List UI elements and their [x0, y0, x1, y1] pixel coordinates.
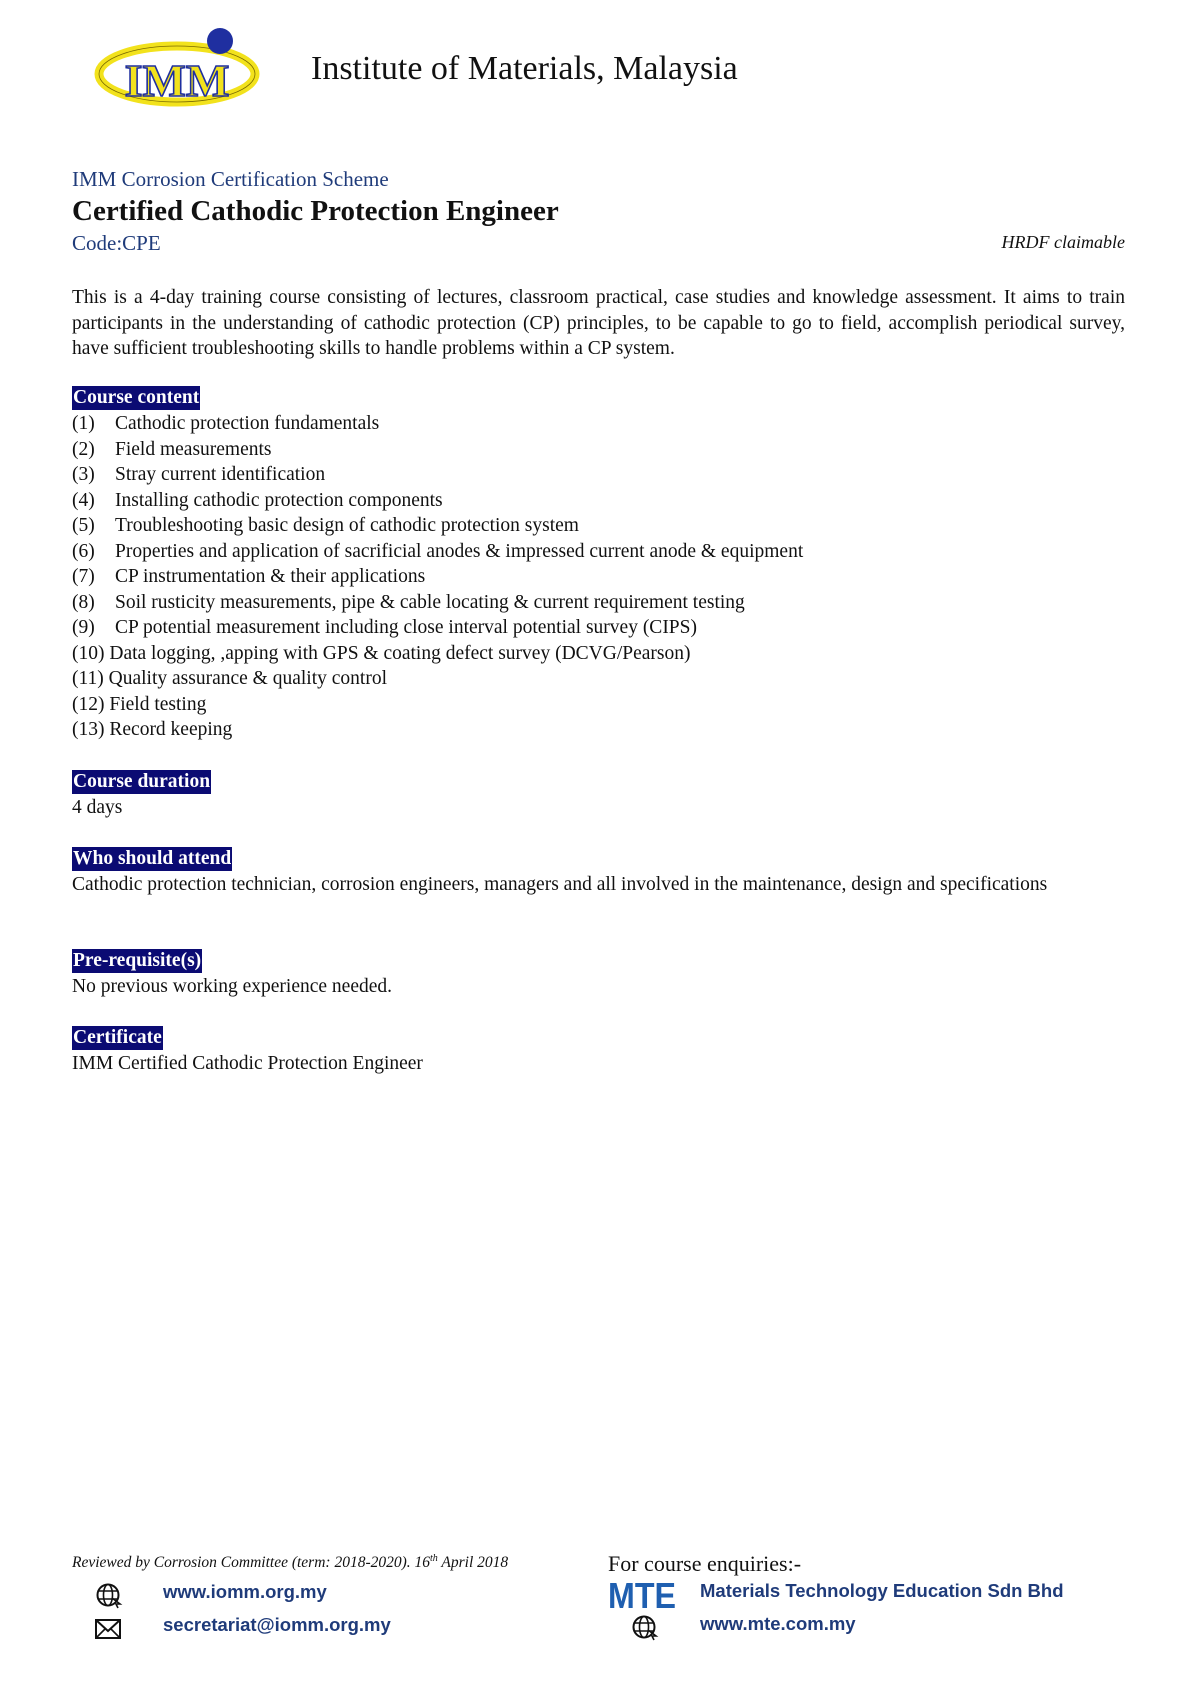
- list-item-text: Data logging, ,apping with GPS & coating defect survey (DCVG/Pearson): [109, 642, 691, 664]
- list-item-text: Quality assurance & quality control: [108, 668, 387, 689]
- prerequisites-heading: Pre-requisite(s): [73, 950, 202, 971]
- list-item-number: (9): [72, 617, 95, 638]
- certificate-text: IMM Certified Cathodic Protection Engineer: [72, 1053, 423, 1074]
- course-code-value: CPE: [122, 231, 161, 255]
- list-item-text: Properties and application of sacrificial anodes & impressed current anode & equipment: [115, 540, 804, 562]
- list-item-number: (3): [72, 464, 95, 485]
- list-item: [72, 488, 803, 514]
- imm-email-link[interactable]: secretariat@iomm.org.my: [163, 1614, 391, 1635]
- course-intro: This is a 4-day training course consisting of lectures, classroom practical, case studies and knowledge assessment. It aims to train participants in the understanding of cathodic protection (CP) principles, to be capable to go to field, accomplish periodical survey, have sufficient troubleshooting skills to handle problems within a CP system.: [72, 287, 1125, 359]
- mte-company-name: Materials Technology Education Sdn Bhd: [700, 1580, 1064, 1601]
- review-note: [72, 1553, 508, 1572]
- list-item-number: (5): [72, 515, 95, 536]
- list-item-text: Soil rusticity measurements, pipe & cable locating & current requirement testing: [115, 591, 745, 613]
- course-code: [72, 231, 161, 256]
- review-note-suffix: April 2018: [437, 1554, 509, 1572]
- list-item-text: Troubleshooting basic design of cathodic protection system: [115, 515, 579, 536]
- course-duration-text: 4 days: [72, 797, 123, 818]
- envelope-icon: [94, 1616, 122, 1642]
- list-item: [72, 615, 803, 641]
- list-item: [72, 590, 803, 616]
- certificate-heading: Certificate: [73, 1027, 162, 1048]
- imm-logo-text: IMM: [124, 55, 230, 106]
- who-should-attend-heading: Who should attend: [73, 848, 232, 869]
- mte-website-link[interactable]: www.mte.com.my: [700, 1613, 856, 1634]
- list-item: [72, 513, 803, 539]
- list-item-number: (4): [72, 489, 95, 511]
- list-item-number: (8): [72, 591, 95, 613]
- course-duration-heading: Course duration: [73, 771, 211, 792]
- list-item-text: Stray current identification: [115, 464, 326, 485]
- list-item-text: Field measurements: [115, 438, 272, 460]
- list-item-number: (1): [72, 413, 95, 434]
- scheme-name: IMM Corrosion Certification Scheme: [72, 167, 389, 191]
- list-item: [72, 692, 803, 718]
- mte-logo: [608, 1575, 676, 1616]
- list-item-number: (11): [72, 668, 104, 689]
- list-item: [72, 411, 803, 437]
- org-name: Institute of Materials, Malaysia: [311, 50, 738, 87]
- course-content-list: [72, 411, 803, 743]
- imm-logo: [92, 24, 262, 116]
- review-note-sup: th: [430, 1553, 438, 1564]
- list-item: [72, 717, 803, 743]
- globe-icon: [94, 1582, 122, 1608]
- page-title: Certified Cathodic Protection Engineer: [72, 195, 559, 227]
- list-item-number: (7): [72, 566, 95, 587]
- hrdf-note: HRDF claimable: [1001, 232, 1125, 252]
- course-code-label: Code:: [72, 231, 123, 255]
- list-item-text: CP potential measurement including close interval potential survey (CIPS): [115, 617, 697, 638]
- list-item: [72, 666, 803, 692]
- list-item-text: CP instrumentation & their applications: [115, 566, 426, 587]
- enquiries-label: For course enquiries:-: [608, 1551, 802, 1576]
- list-item: [72, 462, 803, 488]
- list-item-number: (2): [72, 438, 95, 460]
- list-item-text: Installing cathodic protection components: [115, 489, 443, 511]
- course-content-heading: Course content: [73, 387, 200, 408]
- list-item: [72, 564, 803, 590]
- list-item: [72, 641, 803, 667]
- review-note-prefix: Reviewed by Corrosion Committee (term: 2018-2020). 16: [72, 1554, 431, 1572]
- list-item-number: (10): [72, 642, 105, 664]
- list-item-number: (13): [72, 719, 105, 740]
- list-item-text: Record keeping: [109, 719, 233, 740]
- list-item-text: Cathodic protection fundamentals: [115, 413, 380, 434]
- imm-website-link[interactable]: www.iomm.org.my: [163, 1581, 327, 1602]
- list-item-number: (12): [72, 693, 105, 715]
- list-item: [72, 539, 803, 565]
- list-item-number: (6): [72, 540, 95, 562]
- list-item: [72, 437, 803, 463]
- globe-icon: [630, 1614, 658, 1640]
- mte-logo-text: MTE: [608, 1575, 676, 1616]
- prerequisites-text: No previous working experience needed.: [72, 976, 393, 997]
- list-item-text: Field testing: [109, 693, 207, 715]
- who-should-attend-text: Cathodic protection technician, corrosion engineers, managers and all involved in the maintenance, design and specifications: [72, 874, 1048, 895]
